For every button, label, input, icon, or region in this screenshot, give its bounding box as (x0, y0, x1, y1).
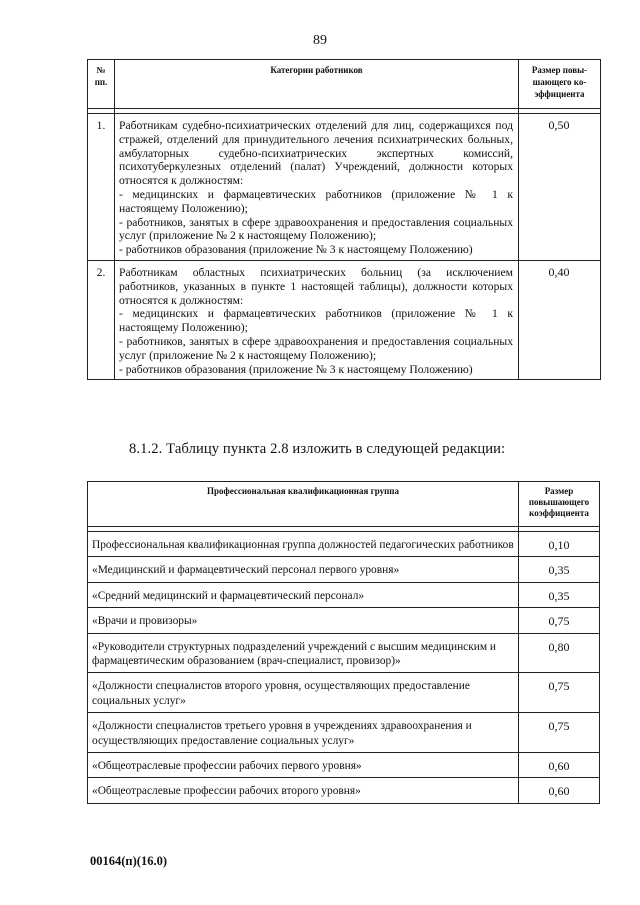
category-item: - работников, занятых в сфере здравоохранения и предоставления социальных услуг (приложение № 2 к настоящему Положению); (119, 334, 513, 362)
header-category: Категории работников (115, 60, 519, 109)
table-row (88, 633, 600, 673)
group-name: Профессиональная квалификационная группа должностей педагогических работников (88, 532, 519, 557)
row-number: 1. (88, 114, 115, 261)
category-text: Работникам судебно-психиатрических отделений для лиц, содержащихся под стражей, отделений для принудительного лечения психиатрических больных, амбулаторных судебно-психиатрических экспертных комиссий, психотуберкулезных отделений (палат) Учреждений, должности которых относятся к должностям: (119, 119, 513, 188)
coefficient-value: 0,80 (519, 633, 600, 673)
category-item: - работников образования (приложение № 3 к настоящему Положению) (119, 243, 473, 257)
coefficient-value: 0,75 (519, 608, 600, 633)
group-name: «Общеотраслевые профессии рабочих второго уровня» (88, 778, 519, 803)
table-row (88, 114, 601, 261)
header-num: № пп. (88, 60, 115, 109)
table-row (88, 778, 600, 803)
coefficient-value: 0,50 (519, 114, 601, 261)
group-name: «Должности специалистов второго уровня, осуществляющих предоставление социальных услуг» (88, 673, 519, 713)
category-text: Работникам областных психиатрических больниц (за исключением работников, указанных в пункте 1 настоящей таблицы), должности которых относятся к должностям: (119, 265, 513, 307)
document-code: 00164(п)(16.0) (90, 854, 167, 868)
group-name: «Медицинский и фармацевтический персонал первого уровня» (88, 557, 519, 582)
category-item: - медицинских и фармацевтических работников (приложение № 1 к настоящему Положению); (119, 187, 513, 215)
coefficients-table-categories (87, 59, 601, 380)
coefficient-value: 0,10 (519, 532, 600, 557)
header-coef: Размер повышающего коэффициента (519, 482, 600, 527)
category-cell (115, 114, 519, 261)
coefficient-value: 0,35 (519, 557, 600, 582)
coefficients-table-groups (87, 481, 600, 804)
table-row (88, 582, 600, 607)
category-cell (115, 260, 519, 379)
table-header-row (88, 60, 601, 109)
table-row (88, 713, 600, 753)
coefficient-value: 0,75 (519, 673, 600, 713)
coefficient-value: 0,75 (519, 713, 600, 753)
group-name: «Общеотраслевые профессии рабочих первого уровня» (88, 753, 519, 778)
header-coef: Размер повы-шающего ко-эффициента (519, 60, 601, 109)
coefficient-value: 0,40 (519, 260, 601, 379)
category-item: - работников, занятых в сфере здравоохранения и предоставления социальных услуг (приложение № 2 к настоящему Положению); (119, 215, 513, 243)
table-header-row (88, 482, 600, 527)
table-row (88, 753, 600, 778)
coefficient-value: 0,60 (519, 753, 600, 778)
coefficient-value: 0,35 (519, 582, 600, 607)
table-row (88, 532, 600, 557)
group-name: «Руководители структурных подразделений учреждений с высшим медицинским и фармацевтическим образованием (врач-специалист, провизор)» (88, 633, 519, 673)
group-name: «Должности специалистов третьего уровня в учреждениях здравоохранения и осуществляющих предоставление социальных услуг» (88, 713, 519, 753)
row-number: 2. (88, 260, 115, 379)
table-row (88, 260, 601, 379)
table-row (88, 673, 600, 713)
table-row (88, 557, 600, 582)
coefficient-value: 0,60 (519, 778, 600, 803)
category-item: - работников образования (приложение № 3 к настоящему Положению) (119, 362, 473, 376)
header-group: Профессиональная квалификационная группа (88, 482, 519, 527)
table-row (88, 608, 600, 633)
group-name: «Врачи и провизоры» (88, 608, 519, 633)
amendment-instruction: 8.1.2. Таблицу пункта 2.8 изложить в следующей редакции: (129, 441, 506, 457)
group-name: «Средний медицинский и фармацевтический персонал» (88, 582, 519, 607)
category-item: - медицинских и фармацевтических работников (приложение № 1 к настоящему Положению); (119, 307, 513, 335)
page-number: 89 (313, 33, 327, 48)
